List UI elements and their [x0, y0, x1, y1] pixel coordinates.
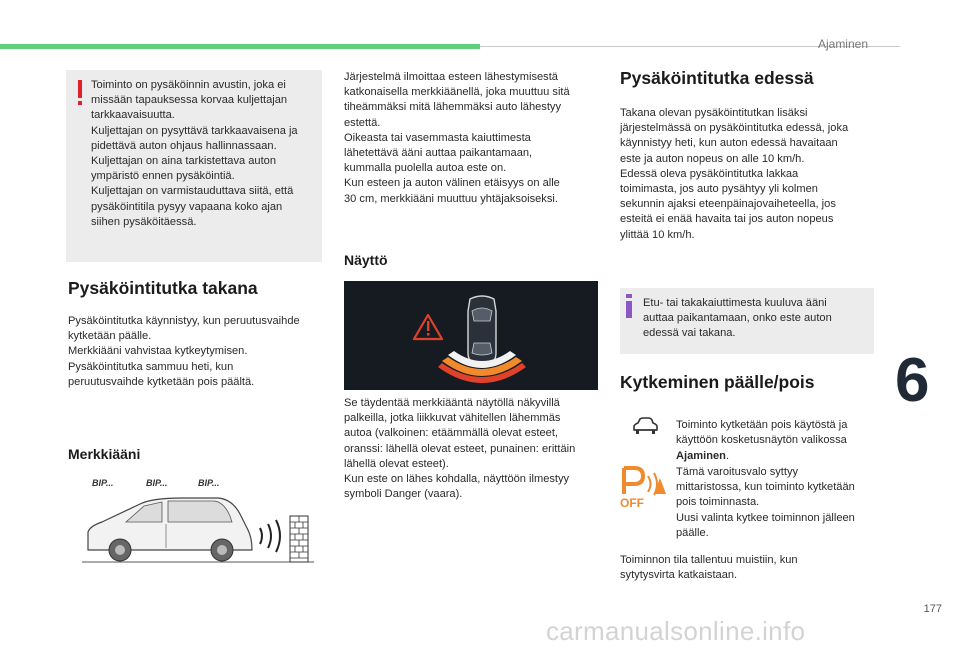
onoff-memory-text: Toiminnon tila tallentuu muistiin, kun sytytysvirta katkaistaan. [620, 554, 798, 582]
system-description-text: Järjestelmä ilmoittaa esteen lähestymisestä katkonaisella merkkiäänellä, joka muuttuu sitä tiheämmäksi mitä lähemmäksi auto lähestyy estettä. Oikeasta tai vasemmasta kaiuttimesta lähetettävä ääni auttaa paikantamaan, kummalla puolella autoa este on. Kun esteen ja auton välinen etäisyys on alle 30 cm, merkkiääni muuttuu yhtäjaksoiseksi. [344, 71, 570, 205]
header-accent-bar [0, 44, 480, 49]
front-radar-text: Takana olevan pysäköintitutkan lisäksi järjestelmässä on pysäköintitutka edessä, joka käynnistyy heti, kun auton edessä havaitaan este ja auton nopeus on alle 10 km/h. Edessä oleva pysäköintitutka lakkaa toimimasta, jos auto pysähtyy yli kolmen sekunnin ajaksi eteenpäinajovaiheteella, jos esteitä ei enää havaita tai jos auton nopeus ylittää 10 km/h. [620, 107, 849, 241]
warning-exclamation-icon [78, 80, 82, 106]
beep-label-3: BIP... [198, 478, 220, 488]
footer-watermark: carmanualsonline.info [546, 616, 806, 646]
onoff-heading: Kytkeminen päälle/pois [620, 372, 815, 392]
beep-label-2: BIP... [146, 478, 168, 488]
info-i-icon [626, 294, 632, 318]
chapter-number: 6 [895, 346, 930, 415]
off-label: OFF [620, 496, 644, 510]
beep-heading: Merkkiääni [68, 446, 141, 462]
parking-display-graphic [344, 281, 598, 390]
display-description-text: Se täydentää merkkiääntä näytöllä näkyvillä palkeilla, jotka liikkuvat vähitellen lähemmäs autoa (valkoinen: etäämmällä olevat esteet, oranssi: lähellä olevat esteet, punainen: erittäin lähellä olevat esteet). Kun este on lähes kohdalla, näyttöön ilmestyy symboli Danger (vaara). [344, 397, 576, 501]
rear-radar-heading: Pysäköintitutka takana [68, 278, 258, 298]
onoff-item1-text [676, 403, 881, 464]
parking-display-screen [344, 281, 598, 390]
warning-text: Toiminto on pysäköinnin avustin, joka ei missään tapauksessa korvaa kuljettajan tarkkaavaisuutta. Kuljettajan on pysyttävä tarkkaavaisena ja pidettävä auton ohjaus hallinnassaan. Kuljettajan on aina tarkistettava auton ympäristö ennen pysäköintiä. Kuljettajan on varmistauduttava siitä, että pysäköintitila pysyy vapaana koko ajan siihen pysäköitäessä. [91, 79, 298, 228]
info-text: Etu- tai takakaiuttimesta kuuluva ääni auttaa paikantamaan, onko este auton edessä vai takana. [643, 297, 832, 340]
onoff-item1-suffix: . [725, 449, 730, 462]
rear-radar-text: Pysäköintitutka käynnistyy, kun peruutusvaihde kytketään päälle. Merkkiääni vahvistaa kytkeytymisen. Pysäköintitutka sammuu heti, kun peruutusvaihde kytketään pois päältä. [68, 315, 300, 388]
section-title: Ajaminen [817, 37, 868, 51]
page-number: 177 [923, 603, 942, 615]
car-reversing-illustration [82, 488, 316, 568]
onoff-item1-prefix: Toiminto kytketään pois käytöstä ja käyttöön kosketusnäytön valikossa [676, 419, 848, 447]
beep-label-1: BIP... [92, 478, 114, 488]
onoff-item2-text: Tämä varoitusvalo syttyy mittaristossa, kun toiminto kytketään pois toiminnasta. Uusi valinta kytkee toiminnon jälleen päälle. [676, 466, 855, 539]
display-heading: Näyttö [344, 252, 388, 268]
front-radar-heading: Pysäköintitutka edessä [620, 68, 814, 88]
onoff-item1-menu-name: Ajaminen [676, 449, 726, 462]
car-menu-icon [630, 416, 660, 438]
